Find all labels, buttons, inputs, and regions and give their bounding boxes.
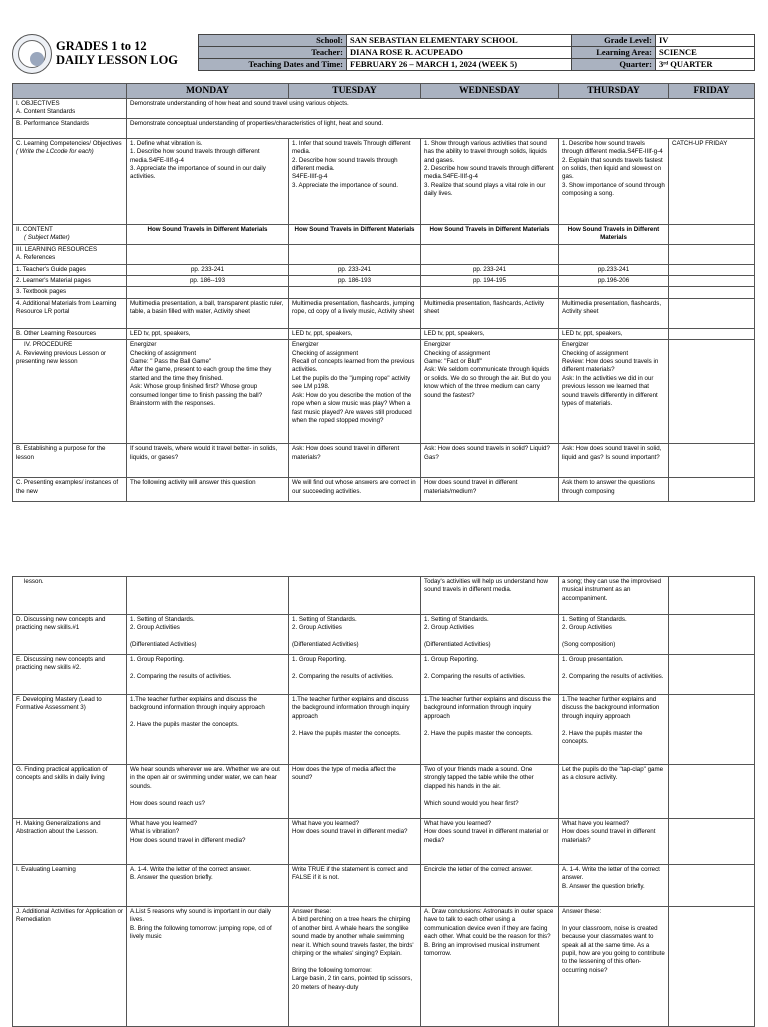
content-label: II. CONTENT ( Subject Matter) xyxy=(13,224,127,244)
content-tuesday: How Sound Travels in Different Materials xyxy=(289,224,421,244)
evaluation-wednesday: Encircle the letter of the correct answer. xyxy=(421,865,559,907)
competencies-thursday: 1. Describe how sound travels through different media.S4FE-IIIf-g-4 2. Explain that sounds travels fastest on solids, then liquid and slowest on gas. 3. Show importance of sound through composing a song. xyxy=(559,138,669,224)
generalization-thursday: What have you learned? How does sound travel in different materials? xyxy=(559,819,669,865)
examples-label-continued: lesson. xyxy=(13,577,127,615)
other-resources-wednesday: LED tv, ppt, speakers, xyxy=(421,328,559,339)
generalization-tuesday: What have you learned? How does sound travel in different media? xyxy=(289,819,421,865)
lm-pages-thursday: pp.196-206 xyxy=(559,276,669,287)
generalization-wednesday: What have you learned? How does sound travel in different material or media? xyxy=(421,819,559,865)
additional-materials-tuesday: Multimedia presentation, flashcards, jumping rope, cd copy of a lively music, Activity sheet xyxy=(289,298,421,328)
document-title xyxy=(56,39,178,67)
discussion-2-monday: 1. Group Reporting. 2. Comparing the results of activities. xyxy=(127,655,289,695)
examples-label: C. Presenting examples/ instances of the new xyxy=(13,478,127,502)
evaluation-monday: A. 1-4. Write the letter of the correct answer. B. Answer the question briefly. xyxy=(127,865,289,907)
competencies-friday: CATCH-UP FRIDAY xyxy=(669,138,755,224)
discussion-1-wednesday: 1. Setting of Standards. 2. Group Activities (Differentiated Activities) xyxy=(421,615,559,655)
examples-thursday: Ask them to answer the questions through composing xyxy=(559,478,669,502)
tg-pages-tuesday: pp. 233-241 xyxy=(289,264,421,275)
lesson-plan-table-continued xyxy=(12,576,755,1027)
day-wednesday: WEDNESDAY xyxy=(421,84,559,99)
lm-pages-tuesday: pp. 186-193 xyxy=(289,276,421,287)
content-standards-text: Demonstrate understanding of how heat and sound travel using various objects. xyxy=(127,99,755,119)
purpose-monday: If sound travels, where would it travel better- in solids, liquids, or gases? xyxy=(127,444,289,478)
lesson-table-page-1 xyxy=(12,83,768,502)
review-wednesday: Energizer Checking of assignment Game: "Fact or Bluff" Ask: We seldom communicate through liquids or solids. We do so through the air. But do you know which of the three medium can carry sound the fastest? xyxy=(421,340,559,444)
additional-materials-wednesday: Multimedia presentation, flashcards, Activity sheet xyxy=(421,298,559,328)
discussion-1-label: D. Discussing new concepts and practicing new skills.#1 xyxy=(13,615,127,655)
competencies-label: C. Learning Competencies/ Objectives ( Write the LCcode for each) xyxy=(13,138,127,224)
review-tuesday: Energizer Checking of assignment Recall of concepts learned from the previous activities. Let the pupils do the "jumping rope" activity see LM p198. Ask: How do you describe the motion of the rope when a slow music was play? When a fast music played? Are waves still produced when the roped stopped moving? xyxy=(289,340,421,444)
application-tuesday: How does the type of media affect the sound? xyxy=(289,765,421,819)
procedure-a-label: IV. PROCEDURE A. Reviewing previous Lesson or presenting new lesson xyxy=(13,340,127,444)
additional-materials-monday: Multimedia presentation, a ball, transparent plastic ruler, table, a basin filled with water, Activity sheet xyxy=(127,298,289,328)
tg-pages-thursday: pp.233-241 xyxy=(559,264,669,275)
application-wednesday: Two of your friends made a sound. One strongly tapped the table while the other clapped his hands in the air. Which sound would you hear first? xyxy=(421,765,559,819)
discussion-1-tuesday: 1. Setting of Standards. 2. Group Activities (Differentiated Activities) xyxy=(289,615,421,655)
area-label: Learning Area: xyxy=(572,47,656,59)
purpose-label: B. Establishing a purpose for the lesson xyxy=(13,444,127,478)
lesson-plan-table xyxy=(12,83,755,502)
lm-pages-label: 2. Learner's Material pages xyxy=(13,276,127,287)
application-monday: We hear sounds wherever we are. Whether we are out in the open air or swimming under water, we can hear sounds. How does sound reach us? xyxy=(127,765,289,819)
purpose-tuesday: Ask: How does sound travel in different materials? xyxy=(289,444,421,478)
discussion-2-wednesday: 1. Group Reporting. 2. Comparing the results of activities. xyxy=(421,655,559,695)
application-thursday: Let the pupils do the "tap-clap" game as a closure activity. xyxy=(559,765,669,819)
additional-activities-monday: A.List 5 reasons why sound is important in our daily lives. B. Bring the following tomorrow: jumping rope, cd of lively music xyxy=(127,907,289,1027)
generalization-monday: What have you learned? What is vibration? How does sound travel in different media? xyxy=(127,819,289,865)
day-header-row xyxy=(13,84,755,99)
mastery-tuesday: 1.The teacher further explains and discuss the background information through inquiry approach 2. Have the pupils master the concepts. xyxy=(289,695,421,765)
area-value: SCIENCE xyxy=(656,47,755,59)
dates-label: Teaching Dates and Time: xyxy=(199,59,347,71)
school-value: SAN SEBASTIAN ELEMENTARY SCHOOL xyxy=(347,35,572,47)
performance-standards-text: Demonstrate conceptual understanding of properties/characteristics of light, heat and sound. xyxy=(127,118,755,138)
purpose-wednesday: Ask: How does sound travels in solid? Liquid? Gas? xyxy=(421,444,559,478)
tg-pages-wednesday: pp. 233-241 xyxy=(421,264,559,275)
examples-thursday-continued: a song; they can use the improvised musical instrument as an accompaniment. xyxy=(559,577,669,615)
content-wednesday: How Sound Travels in Different Materials xyxy=(421,224,559,244)
discussion-1-monday: 1. Setting of Standards. 2. Group Activities (Differentiated Activities) xyxy=(127,615,289,655)
additional-activities-thursday: Answer these: In your classroom, noise is created because your classmates want to speak all at the same time. As a pupil, how are you going to contribute to the lessening of this often-occurring noise? xyxy=(559,907,669,1027)
title-line-1: GRADES 1 to 12 xyxy=(56,39,147,53)
additional-materials-thursday: Multimedia presentation, flashcards, Activity sheet xyxy=(559,298,669,328)
resources-label: III. LEARNING RESOURCES A. References xyxy=(13,244,127,264)
competencies-wednesday: 1. Show through various activities that sound has the ability to travel through solids, liquids and gases. 2. Describe how sound travels through different media.S4FE-IIIf-g-4 3. Realize that sound plays a vital role in our daily lives. xyxy=(421,138,559,224)
performance-standards-label: B. Performance Standards xyxy=(13,118,127,138)
school-label: School: xyxy=(199,35,347,47)
dates-value: FEBRUARY 26 – MARCH 1, 2024 (WEEK 5) xyxy=(347,59,572,71)
lm-pages-wednesday: pp. 194-195 xyxy=(421,276,559,287)
discussion-2-thursday: 1. Group presentation. 2. Comparing the results of activities. xyxy=(559,655,669,695)
tg-pages-label: 1. Teacher's Guide pages xyxy=(13,264,127,275)
other-resources-label: B. Other Learning Resources xyxy=(13,328,127,339)
examples-tuesday: We will find out whose answers are correct in our succeeding activities. xyxy=(289,478,421,502)
additional-materials-label: 4. Additional Materials from Learning Resource LR portal xyxy=(13,298,127,328)
textbook-pages-label: 3. Textbook pages xyxy=(13,287,127,298)
corner-cell xyxy=(13,84,127,99)
application-label: G. Finding practical application of concepts and skills in daily living xyxy=(13,765,127,819)
competencies-tuesday: 1. Infer that sound travels Through different media. 2. Describe how sound travels through different media. S4FE-IIIf-g-4 3. Appreciate the importance of sound. xyxy=(289,138,421,224)
lesson-log-header xyxy=(12,34,754,74)
other-resources-thursday: LED tv, ppt, speakers, xyxy=(559,328,669,339)
quarter-value: 3ʳᵈ QUARTER xyxy=(656,59,755,71)
evaluation-label: I. Evaluating Learning xyxy=(13,865,127,907)
deped-seal-icon xyxy=(12,34,52,74)
content-monday: How Sound Travels in Different Materials xyxy=(127,224,289,244)
examples-wednesday: How does sound travel in different materials/medium? xyxy=(421,478,559,502)
additional-activities-wednesday: A. Draw conclusions: Astronauts in outer space have to talk to each other using a communication device even if they are facing each other. What could be the reason for this? B. Bring an improvised musical instrument tomorrow. xyxy=(421,907,559,1027)
mastery-monday: 1.The teacher further explains and discuss the background information through inquiry approach 2. Have the pupils master the concepts. xyxy=(127,695,289,765)
review-thursday: Energizer Checking of assignment Review: How does sound travels in different materials? Ask: In the activities we did in our previous lesson we learned that sound travels differently in different types of materials. xyxy=(559,340,669,444)
grade-value: IV xyxy=(656,35,755,47)
examples-monday: The following activity will answer this question xyxy=(127,478,289,502)
tg-pages-monday: pp. 233-241 xyxy=(127,264,289,275)
competencies-monday: 1. Define what vibration is. 1. Describe how sound travels through different media.S4FE-IIIf-g-4 3. Appreciate the importance of sound in our daily activities. xyxy=(127,138,289,224)
quarter-label: Quarter: xyxy=(572,59,656,71)
discussion-2-label: E. Discussing new concepts and practicing new skills #2. xyxy=(13,655,127,695)
examples-wednesday-continued: Today's activities will help us understand how sound travels in different media. xyxy=(421,577,559,615)
title-line-2: DAILY LESSON LOG xyxy=(56,53,179,67)
other-resources-monday: LED tv, ppt, speakers, xyxy=(127,328,289,339)
grade-label: Grade Level: xyxy=(572,35,656,47)
mastery-label: F. Developing Mastery (Lead to Formative Assessment 3) xyxy=(13,695,127,765)
generalization-label: H. Making Generalizations and Abstraction about the Lesson. xyxy=(13,819,127,865)
mastery-wednesday: 1.The teacher further explains and discuss the background information through inquiry approach 2. Have the pupils master the concepts. xyxy=(421,695,559,765)
additional-activities-tuesday: Answer these: A bird perching on a tree hears the chirping of another bird. A whale hears the songlike sound made by another whale swimming near it. Which sound travels faster, the birds' chirping or the whales' singing? Explain. Bring the following tomorrow: Large basin, 2 tin cans, pointed tip scissors, 20 meters of heavy-duty xyxy=(289,907,421,1027)
day-tuesday: TUESDAY xyxy=(289,84,421,99)
lm-pages-monday: pp. 186--193 xyxy=(127,276,289,287)
discussion-2-tuesday: 1. Group Reporting. 2. Comparing the results of activities. xyxy=(289,655,421,695)
header-info-table xyxy=(198,34,755,71)
additional-activities-label: J. Additional Activities for Application or Remediation xyxy=(13,907,127,1027)
other-resources-tuesday: LED tv, ppt, speakers, xyxy=(289,328,421,339)
lesson-table-page-2 xyxy=(12,576,768,1027)
day-friday: FRIDAY xyxy=(669,84,755,99)
objectives-label: I. OBJECTIVES A. Content Standards xyxy=(13,99,127,119)
discussion-1-thursday: 1. Setting of Standards. 2. Group Activities (Song composition) xyxy=(559,615,669,655)
evaluation-tuesday: Write TRUE if the statement is correct and FALSE if it is not. xyxy=(289,865,421,907)
day-monday: MONDAY xyxy=(127,84,289,99)
content-thursday: How Sound Travels in Different Materials xyxy=(559,224,669,244)
review-monday: Energizer Checking of assignment Game: " Pass the Ball Game" After the game, present to each group the time they started and the time they finished. Ask: Whose group finished first? Whose group consumed longer time to finish passing the ball? Brainstorm with the responses. xyxy=(127,340,289,444)
teacher-value: DIANA ROSE R. ACUPEADO xyxy=(347,47,572,59)
purpose-thursday: Ask: How does sound travel in solid, liquid and gas? Is sound important? xyxy=(559,444,669,478)
day-thursday: THURSDAY xyxy=(559,84,669,99)
mastery-thursday: 1.The teacher further explains and discuss the background information through inquiry approach 2. Have the pupils master the concepts. xyxy=(559,695,669,765)
evaluation-thursday: A. 1-4. Write the letter of the correct answer. B. Answer the question briefly. xyxy=(559,865,669,907)
teacher-label: Teacher: xyxy=(199,47,347,59)
